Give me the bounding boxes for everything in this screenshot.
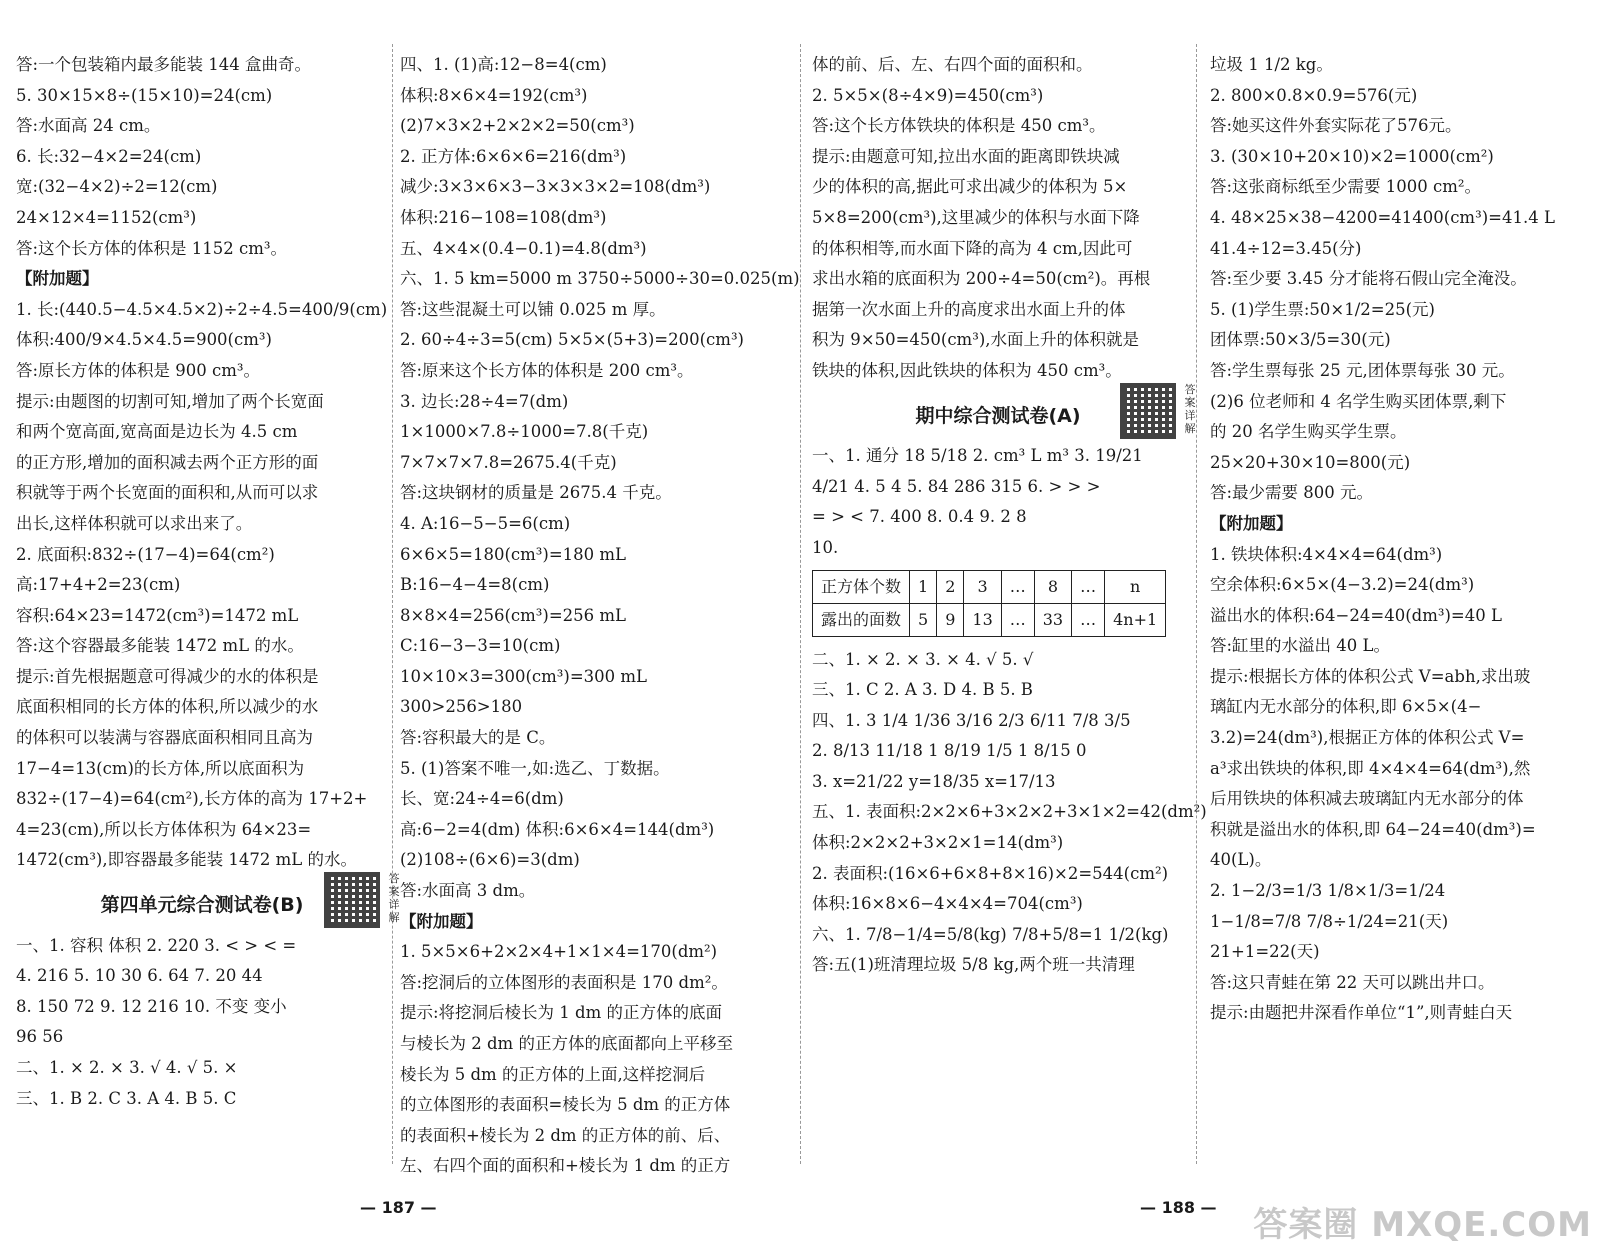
- column-3: [812, 50, 1207, 1160]
- text-line: 17−4=13(cm)的长方体,所以底面积为: [16, 758, 305, 778]
- text-line: 团体票:50×3/5=30(元): [1210, 330, 1391, 350]
- text-line: 答:一个包装箱内最多能装 144 盒曲奇。: [16, 55, 312, 74]
- table-cell: …: [1072, 603, 1105, 636]
- text-line: B:16−4−4=8(cm): [400, 575, 550, 595]
- text-line: 长、宽:24÷4=6(dm): [400, 789, 564, 809]
- text-line: 体积:2×2×2+3×2×1=14(dm³): [812, 833, 1064, 853]
- col1-answers: [16, 931, 388, 1115]
- text-line: 41.4÷12=3.45(分): [1210, 238, 1362, 258]
- text-line: 一、1. 容积 体积 2. 220 3. < > < =: [16, 935, 297, 955]
- text-line: 答:最少需要 800 元。: [1210, 483, 1374, 503]
- text-line: = > < 7. 400 8. 0.4 9. 2 8: [812, 507, 1027, 527]
- text-line: (2)108÷(6×6)=3(dm): [400, 850, 580, 870]
- text-line: 【附加题】: [16, 269, 99, 289]
- cube-face-table: [812, 570, 1166, 637]
- text-line: 的表面积+棱长为 2 dm 的正方体的前、后、: [400, 1125, 731, 1145]
- table-cell: 露出的面数: [813, 603, 910, 636]
- table-cell: 1: [910, 570, 937, 603]
- text-line: 积就等于两个长宽面的面积和,从而可以求: [16, 483, 319, 503]
- text-line: 10.: [812, 537, 839, 557]
- text-line: 四、1. 3 1/4 1/36 3/16 2/3 6/11 7/8 3/5: [812, 710, 1131, 730]
- column-divider: [1196, 44, 1197, 1164]
- text-line: 2. 正方体:6×6×6=216(dm³): [400, 146, 627, 166]
- text-line: 答:缸里的水溢出 40 L。: [1210, 636, 1391, 656]
- text-line: 体积:16×8×6−4×4×4=704(cm³): [812, 894, 1083, 914]
- text-line: 提示:根据长方体的体积公式 V=abh,求出玻: [1210, 666, 1531, 686]
- text-line: 1472(cm³),即容器最多能装 1472 mL 的水。: [16, 850, 357, 870]
- column-4: [1210, 50, 1588, 1160]
- col2-lines: [400, 50, 800, 1182]
- text-line: 832÷(17−4)=64(cm²),长方体的高为 17+2+: [16, 789, 368, 809]
- column-2: [400, 50, 800, 1176]
- text-line: 25×20+30×10=800(元): [1210, 452, 1411, 472]
- text-line: 答:水面高 24 cm。: [16, 116, 161, 136]
- text-line: (2)6 位老师和 4 名学生购买团体票,剩下: [1210, 391, 1507, 411]
- page-number-left: — 187 —: [360, 1198, 437, 1217]
- table-cell: 正方体个数: [813, 570, 910, 603]
- text-line: 体积:400/9×4.5×4.5=900(cm³): [16, 330, 272, 350]
- text-line: 五、4×4×(0.4−0.1)=4.8(dm³): [400, 238, 647, 258]
- text-line: 4=23(cm),所以长方体体积为 64×23=: [16, 819, 312, 839]
- watermark: 答案圈 MXQE.COM: [1253, 1205, 1592, 1245]
- text-line: 求出水箱的底面积为 200÷4=50(cm²)。再根: [812, 269, 1151, 289]
- text-line: 棱长为 5 dm 的正方体的上面,这样挖洞后: [400, 1064, 706, 1084]
- text-line: 积为 9×50=450(cm³),水面上升的体积就是: [812, 330, 1140, 350]
- col3-answers-2: [812, 645, 1207, 982]
- text-line: 10×10×3=300(cm³)=300 mL: [400, 666, 648, 686]
- text-line: 1. 长:(440.5−4.5×4.5×2)÷2÷4.5=400/9(cm): [16, 299, 388, 319]
- text-line: 4. A:16−5−5=6(cm): [400, 513, 571, 533]
- text-line: 5. 30×15×8÷(15×10)=24(cm): [16, 85, 273, 105]
- text-line: 的体积相等,而水面下降的高为 4 cm,因此可: [812, 238, 1133, 258]
- col4-lines: [1210, 50, 1588, 1029]
- table-cell: 9: [937, 603, 964, 636]
- text-line: 2. 800×0.8×0.9=576(元): [1210, 85, 1418, 105]
- text-line: 3.2)=24(dm³),根据正方体的体积公式 V=: [1210, 728, 1525, 748]
- text-line: 3. (30×10+20×10)×2=1000(cm²): [1210, 146, 1494, 166]
- text-line: 高:6−2=4(dm) 体积:6×6×4=144(dm³): [400, 819, 715, 839]
- text-line: 答:挖洞后的立体图形的表面积是 170 dm²。: [400, 972, 728, 992]
- text-line: 1. 5×5×6+2×2×4+1×1×4=170(dm²): [400, 942, 718, 962]
- text-line: 答:这块钢材的质量是 2675.4 千克。: [400, 483, 672, 503]
- text-line: 三、1. C 2. A 3. D 4. B 5. B: [812, 680, 1033, 700]
- text-line: 2. 8/13 11/18 1 8/19 1/5 1 8/15 0: [812, 741, 1087, 761]
- text-line: 4/21 4. 5 4 5. 84 286 315 6. > > >: [812, 476, 1101, 496]
- text-line: 提示:由题图的切割可知,增加了两个长宽面: [16, 391, 324, 411]
- text-line: 体积:216−108=108(dm³): [400, 207, 607, 227]
- text-line: 答:至少要 3.45 分才能将石假山完全淹没。: [1210, 269, 1527, 289]
- section-title-text: 第四单元综合测试卷(B): [100, 894, 304, 917]
- text-line: 的立体图形的表面积=棱长为 5 dm 的正方体: [400, 1095, 731, 1115]
- table-cell: 13: [964, 603, 1001, 636]
- text-line: 提示:首先根据题意可得减少的水的体积是: [16, 666, 319, 686]
- text-line: 璃缸内无水部分的体积,即 6×5×(4−: [1210, 697, 1482, 717]
- text-line: 2. 表面积:(16×6+6×8+8×16)×2=544(cm²): [812, 863, 1169, 883]
- page-number-right: — 188 —: [1140, 1198, 1217, 1217]
- text-line: 2. 5×5×(8÷4×9)=450(cm³): [812, 85, 1044, 105]
- text-line: 二、1. × 2. × 3. √ 4. √ 5. ×: [16, 1058, 238, 1077]
- text-line: 溢出水的体积:64−24=40(dm³)=40 L: [1210, 605, 1502, 625]
- column-1: [16, 50, 400, 1160]
- column-divider: [800, 44, 801, 1164]
- text-line: 垃圾 1 1/2 kg。: [1210, 55, 1333, 74]
- table-row: [813, 603, 1166, 636]
- qr-code-icon: [1120, 383, 1176, 439]
- section-title-text: 期中综合测试卷(A): [915, 404, 1081, 427]
- text-line: 二、1. × 2. × 3. × 4. √ 5. √: [812, 649, 1034, 669]
- qr-code-icon: [324, 872, 380, 928]
- col3-lines: [812, 50, 1184, 387]
- text-line: 据第一次水面上升的高度求出水面上升的体: [812, 299, 1126, 319]
- text-line: 的 20 名学生购买学生票。: [1210, 422, 1407, 442]
- text-line: 答:五(1)班清理垃圾 5/8 kg,两个班一共清理: [812, 955, 1135, 975]
- text-line: 一、1. 通分 18 5/18 2. cm³ L m³ 3. 19/21: [812, 446, 1143, 466]
- text-line: 后用铁块的体积减去玻璃缸内无水部分的体: [1210, 789, 1524, 809]
- text-line: 少的体积的高,据此可求出减少的体积为 5×: [812, 177, 1128, 197]
- text-line: 出长,这样体积就可以求出来了。: [16, 513, 253, 533]
- text-line: 3. 边长:28÷4=7(dm): [400, 391, 569, 411]
- table-cell: n: [1105, 570, 1166, 603]
- text-line: 1−1/8=7/8 7/8÷1/24=21(天): [1210, 911, 1449, 931]
- text-line: 2. 60÷4÷3=5(cm) 5×5×(5+3)=200(cm³): [400, 330, 744, 350]
- text-line: 答:这张商标纸至少需要 1000 cm²。: [1210, 177, 1482, 197]
- text-line: 答:原长方体的体积是 900 cm³。: [16, 360, 261, 380]
- text-line: 40(L)。: [1210, 850, 1272, 870]
- text-line: 7×7×7×7.8=2675.4(千克): [400, 452, 617, 472]
- text-line: 左、右四个面的面积和+棱长为 1 dm 的正方: [400, 1156, 731, 1176]
- table-cell: 2: [937, 570, 964, 603]
- table-cell: …: [1072, 570, 1105, 603]
- table-cell: 8: [1034, 570, 1071, 603]
- text-line: 答:原来这个长方体的体积是 200 cm³。: [400, 360, 694, 380]
- text-line: 4. 216 5. 10 30 6. 64 7. 20 44: [16, 966, 263, 986]
- text-line: 答:这个长方体的体积是 1152 cm³。: [16, 238, 288, 258]
- qr-label: 答案详解: [388, 872, 400, 925]
- text-line: 的正方形,增加的面积减去两个正方形的面: [16, 452, 319, 472]
- text-line: 答:这个长方体铁块的体积是 450 cm³。: [812, 116, 1106, 136]
- table-cell: 5: [910, 603, 937, 636]
- table-cell: …: [1001, 570, 1034, 603]
- text-line: 6. 长:32−4×2=24(cm): [16, 146, 202, 166]
- text-line: 21+1=22(天): [1210, 942, 1320, 962]
- text-line: 六、1. 5 km=5000 m 3750÷5000÷30=0.025(m): [400, 269, 800, 289]
- table-row: [813, 570, 1166, 603]
- section-title-unit4b: [16, 872, 400, 931]
- col3-answers: [812, 441, 1184, 563]
- col1-lines: [16, 50, 388, 876]
- text-line: 空余体积:6×5×(4−3.2)=24(dm³): [1210, 575, 1475, 595]
- text-line: 提示:由题把井深看作单位“1”,则青蛙白天: [1210, 1003, 1513, 1023]
- text-line: 三、1. B 2. C 3. A 4. B 5. C: [16, 1088, 237, 1108]
- text-line: 容积:64×23=1472(cm³)=1472 mL: [16, 605, 299, 625]
- text-line: 答:容积最大的是 C。: [400, 728, 556, 748]
- text-line: 1. 铁块体积:4×4×4=64(dm³): [1210, 544, 1443, 564]
- text-line: 体的前、后、左、右四个面的面积和。: [812, 55, 1093, 74]
- text-line: 提示:由题意可知,拉出水面的距离即铁块减: [812, 146, 1120, 166]
- table-cell: 4n+1: [1105, 603, 1166, 636]
- text-line: 和两个宽高面,宽高面是边长为 4.5 cm: [16, 422, 298, 442]
- column-divider: [392, 44, 393, 1164]
- table-cell: 3: [964, 570, 1001, 603]
- text-line: 5. (1)学生票:50×1/2=25(元): [1210, 299, 1435, 319]
- text-line: 答:这些混凝土可以铺 0.025 m 厚。: [400, 299, 666, 319]
- text-line: 体积:8×6×4=192(cm³): [400, 85, 588, 105]
- text-line: 8. 150 72 9. 12 216 10. 不变 变小: [16, 996, 287, 1016]
- text-line: 【附加题】: [400, 911, 483, 931]
- text-line: 减少:3×3×6×3−3×3×3×2=108(dm³): [400, 177, 711, 197]
- text-line: 高:17+4+2=23(cm): [16, 575, 181, 595]
- text-line: 5. (1)答案不唯一,如:选乙、丁数据。: [400, 758, 670, 778]
- text-line: 答:学生票每张 25 元,团体票每张 30 元。: [1210, 360, 1515, 380]
- text-line: 2. 底面积:832÷(17−4)=64(cm²): [16, 544, 275, 564]
- text-line: 提示:将挖洞后棱长为 1 dm 的正方体的底面: [400, 1003, 722, 1023]
- table-cell: 33: [1034, 603, 1071, 636]
- text-line: 答:水面高 3 dm。: [400, 881, 536, 901]
- text-line: 底面积相同的长方体的体积,所以减少的水: [16, 697, 319, 717]
- text-line: 六、1. 7/8−1/4=5/8(kg) 7/8+5/8=1 1/2(kg): [812, 924, 1169, 944]
- text-line: 6×6×5=180(cm³)=180 mL: [400, 544, 627, 564]
- text-line: 与棱长为 2 dm 的正方体的底面都向上平移至: [400, 1034, 733, 1053]
- text-line: a³求出铁块的体积,即 4×4×4=64(dm³),然: [1210, 758, 1531, 778]
- text-line: 答:这个容器最多能装 1472 mL 的水。: [16, 636, 304, 656]
- text-line: 96 56: [16, 1027, 64, 1047]
- text-line: 3. x=21/22 y=18/35 x=17/13: [812, 771, 1056, 791]
- text-line: 铁块的体积,因此铁块的体积为 450 cm³。: [812, 360, 1122, 380]
- section-title-midterm-a: [812, 382, 1196, 442]
- text-line: 4. 48×25×38−4200=41400(cm³)=41.4 L: [1210, 207, 1555, 227]
- text-line: 积就是溢出水的体积,即 64−24=40(dm³)=: [1210, 819, 1536, 839]
- text-line: 8×8×4=256(cm³)=256 mL: [400, 605, 627, 625]
- qr-label: 答案详解: [1184, 382, 1196, 435]
- table-cell: …: [1001, 603, 1034, 636]
- text-line: 四、1. (1)高:12−8=4(cm): [400, 55, 607, 74]
- text-line: 答:她买这件外套实际花了576元。: [1210, 116, 1462, 136]
- text-line: (2)7×3×2+2×2×2=50(cm³): [400, 116, 635, 136]
- text-line: 宽:(32−4×2)÷2=12(cm): [16, 177, 218, 197]
- text-line: C:16−3−3=10(cm): [400, 636, 561, 656]
- text-line: 24×12×4=1152(cm³): [16, 207, 197, 227]
- text-line: 的体积可以装满与容器底面积相同且高为: [16, 728, 313, 748]
- text-line: 答:这只青蛙在第 22 天可以跳出井口。: [1210, 972, 1495, 992]
- text-line: 300>256>180: [400, 697, 523, 717]
- text-line: 5×8=200(cm³),这里减少的体积与水面下降: [812, 207, 1140, 227]
- text-line: 1×1000×7.8÷1000=7.8(千克): [400, 422, 649, 442]
- text-line: 2. 1−2/3=1/3 1/8×1/3=1/24: [1210, 881, 1446, 901]
- text-line: 五、1. 表面积:2×2×6+3×2×2+3×1×2=42(dm²): [812, 802, 1207, 822]
- text-line: 【附加题】: [1210, 513, 1293, 533]
